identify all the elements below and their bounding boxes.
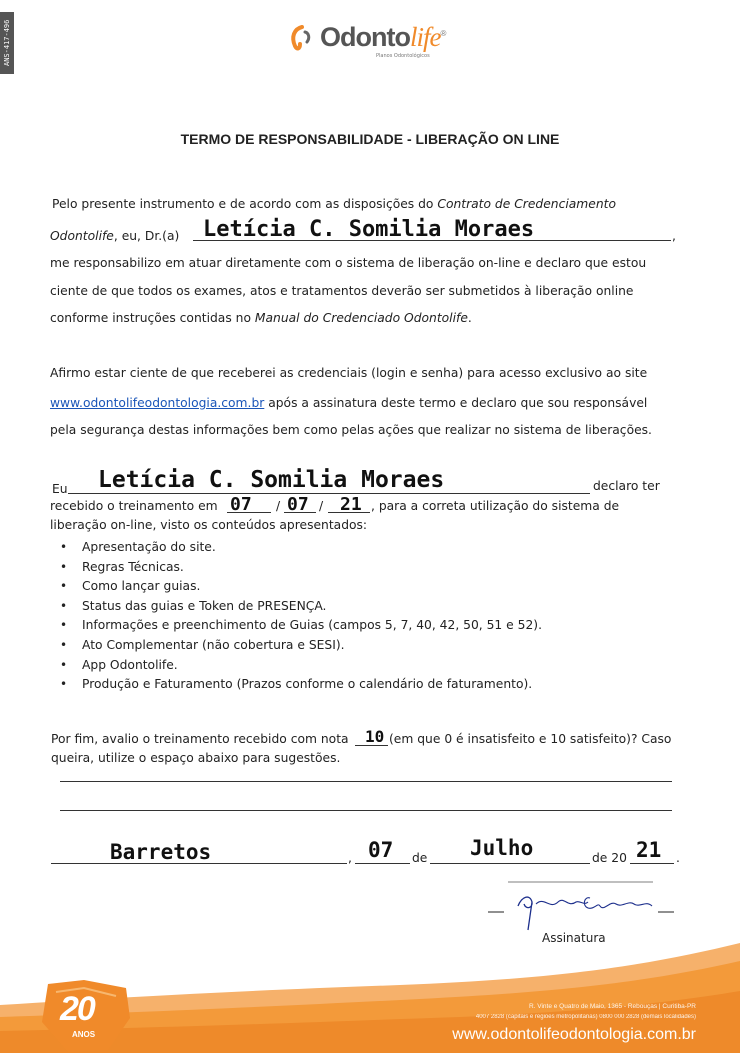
list-item: • Status das guias e Token de PRESENÇA. [58, 597, 542, 617]
suggestion-line-1 [60, 780, 672, 782]
brand-name: Odontolife® [320, 22, 446, 52]
suggestion-line-2 [60, 809, 672, 811]
para3-line2-end: , para a correta utilização do sistema de [371, 499, 620, 513]
rating-line2: queira, utilize o espaço abaixo para sugestões. [51, 751, 341, 765]
para3-eu: Eu [52, 482, 68, 496]
brand-tagline: Planos Odontológicos [376, 53, 430, 59]
place-comma: , [348, 851, 352, 865]
para1-line4: ciente de que todos os exames, atos e tratamentos deverão ser submetidos à liberação online [50, 284, 634, 298]
list-item: • Regras Técnicas. [58, 558, 542, 578]
signing-day-underline [355, 862, 410, 864]
list-item: • Apresentação do site. [58, 538, 542, 558]
training-day: 07 [230, 494, 252, 515]
para1-line5: conforme instruções contidas no Manual do Credenciado Odontolife. [50, 311, 472, 325]
de-label-1: de [412, 851, 428, 865]
signing-month: Julho [470, 836, 534, 860]
list-item: • Produção e Faturamento (Prazos conforme o calendário de faturamento). [58, 675, 542, 695]
signing-year-underline [630, 862, 674, 864]
website-link[interactable]: www.odontolifeodontologia.com.br [50, 396, 265, 410]
signature-image [488, 876, 674, 934]
signing-year: 21 [636, 838, 662, 862]
training-month: 07 [287, 494, 309, 515]
para3-line3: liberação on-line, visto os conteúdos apresentados: [50, 518, 368, 532]
city-field: Barretos [110, 840, 212, 864]
para2-line2: www.odontolifeodontologia.com.br após a assinatura deste termo e declaro que sou responsável [50, 396, 648, 410]
footer-phones: 4007 2828 (capitais e regiões metropolitanas) 0800 000 2828 (demais localidades) [475, 1014, 696, 1020]
list-item: • Como lançar guias. [58, 577, 542, 597]
dentist-name-field: Letícia C. Somilia Moraes [203, 217, 535, 242]
training-year: 21 [340, 494, 362, 515]
signature-label: Assinatura [542, 931, 606, 945]
footer-address: R. Vinte e Quatro de Maio, 1365 - Rebouças | Curitiba-PR [528, 1003, 696, 1010]
date-period: . [676, 851, 680, 865]
para1-line3: me responsabilizo em atuar diretamente com o sistema de liberação on-line e declaro que estou [50, 256, 647, 270]
rating-score: 10 [365, 727, 385, 746]
badge-number: 20 [60, 990, 94, 1028]
rating-line1-end: (em que 0 é insatisfeito e 10 satisfeito)? Caso [389, 732, 672, 746]
para2-line3: pela segurança destas informações bem como pelas ações que realizar no sistema de liberações. [50, 423, 652, 437]
para3-declaro: declaro ter [593, 479, 660, 493]
page-title: TERMO DE RESPONSABILIDADE - LIBERAÇÃO ON LINE [180, 131, 560, 147]
para1-comma: , [672, 229, 676, 243]
tooth-swoosh-icon [288, 24, 318, 52]
registration-code: ANS-417-496 [0, 12, 14, 74]
para2-line1: Afirmo estar ciente de que receberei as credenciais (login e senha) para acesso exclusivo ao site [50, 366, 648, 380]
para1-line1: Pelo presente instrumento e de acordo com as disposições do Contrato de Credenciamento [52, 197, 616, 211]
signing-month-underline [430, 862, 590, 864]
signing-day: 07 [368, 838, 394, 862]
para1-line2: Odontolife, eu, Dr.(a) [50, 229, 180, 243]
topics-list [58, 538, 542, 695]
date-slash-1: / [276, 499, 281, 513]
list-item: • App Odontolife. [58, 656, 542, 676]
rating-line1-start: Por fim, avalio o treinamento recebido com nota [51, 732, 349, 746]
badge-word: ANOS [72, 1030, 96, 1039]
list-item: • Informações e preenchimento de Guias (campos 5, 7, 40, 42, 50, 51 e 52). [58, 616, 542, 636]
date-slash-2: / [319, 499, 324, 513]
list-item: • Ato Complementar (não cobertura e SESI). [58, 636, 542, 656]
footer-website[interactable]: www.odontolifeodontologia.com.br [452, 1026, 696, 1043]
de-label-2: de 20 [592, 851, 627, 865]
para3-line2-start: recebido o treinamento em [50, 499, 218, 513]
trainee-name-field: Letícia C. Somilia Moraes [98, 467, 445, 493]
